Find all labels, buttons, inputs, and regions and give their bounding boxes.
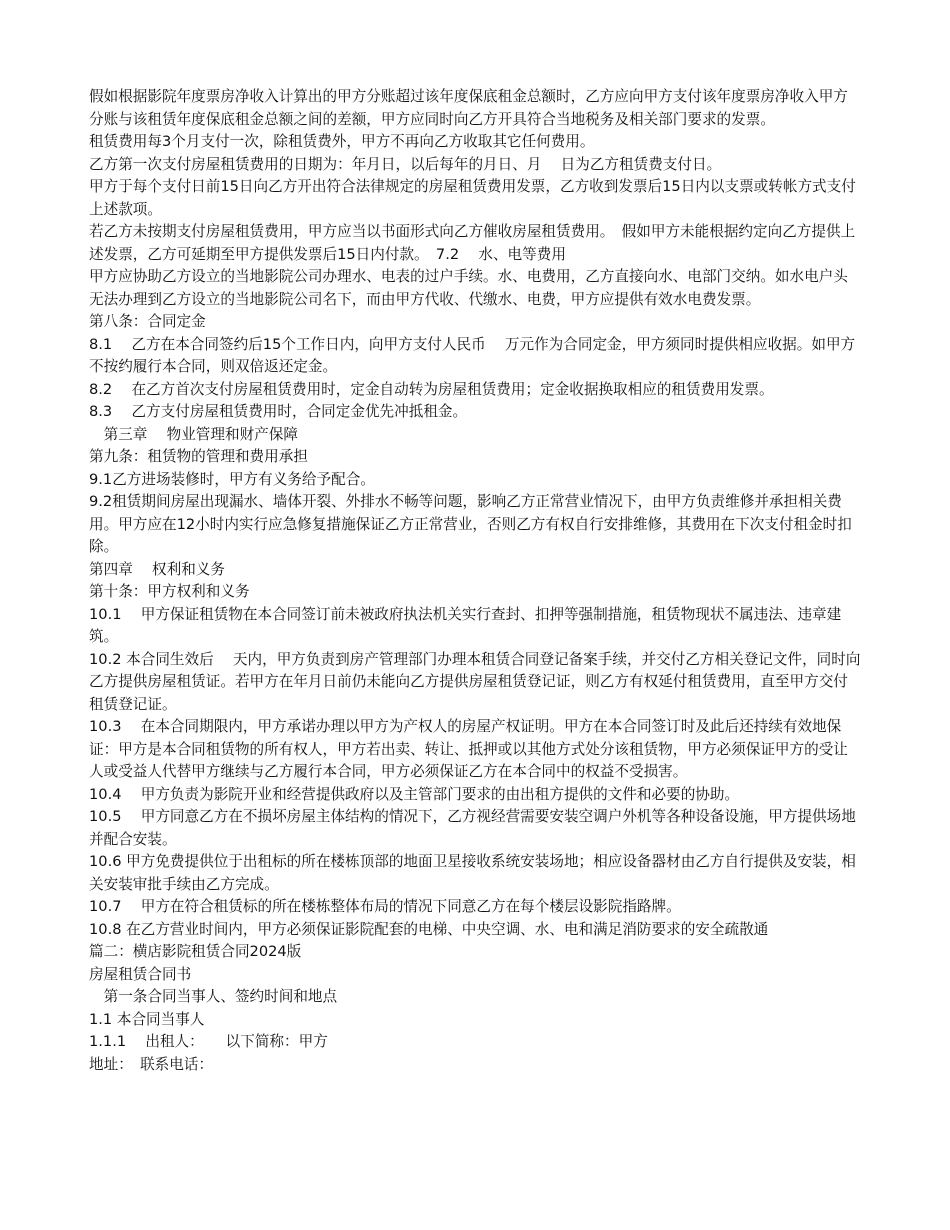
section-title: 篇二：横店影院租赁合同2024版: [89, 943, 302, 960]
clause: 1.1.1 出租人： 以下简称：甲方: [89, 1033, 328, 1050]
clause: 10.1 甲方保证租赁物在本合同签订前未被政府执法机关实行查封、扣押等强制措施，租赁物现状不属违法、违章建筑。: [89, 605, 842, 645]
clause: 10.3 在本合同期限内，甲方承诺办理以甲方为产权人的房屋产权证明。甲方在本合同签订时及此后还持续有效地保证：甲方是本合同租赁物的所有权人，甲方若出卖、转让、抵押或以其他方式处分该租赁物，甲方必须保证甲方的受让人或受益人代替甲方继续与乙方履行本合同，甲方必须保证乙方在本合同中的权益不受损害。: [89, 718, 848, 780]
chapter-heading: 第三章 物业管理和财产保障: [89, 425, 298, 443]
paragraph: 若乙方未按期支付房屋租赁费用，甲方应当以书面形式向乙方催收房屋租赁费用。 假如甲方未能根据约定向乙方提供上述发票，乙方可延期至甲方提供发票后15日内付款。 7.2 水、电等费用: [89, 223, 856, 263]
document-body: [89, 86, 861, 1076]
article-heading: 第八条：合同定金: [89, 313, 206, 330]
paragraph: 甲方于每个支付日前15日向乙方开出符合法律规定的房屋租赁费用发票，乙方收到发票后15日内以支票或转帐方式支付上述款项。: [89, 178, 856, 218]
clause: 10.2 本合同生效后 天内，甲方负责到房产管理部门办理本租赁合同登记备案手续，并交付乙方相关登记文件，同时向乙方提供房屋租赁证。若甲方在年月日前仍未能向乙方提供房屋租赁登记证，则乙方有权延付租赁费用，直至甲方交付租赁登记证。: [89, 650, 861, 713]
article-heading: 第九条：租赁物的管理和费用承担: [89, 448, 308, 465]
clause: 8.3 乙方支付房屋租赁费用时，合同定金优先冲抵租金。: [89, 403, 468, 420]
document-title: 房屋租赁合同书: [89, 965, 192, 983]
paragraph: 假如根据影院年度票房净收入计算出的甲方分账超过该年度保底租金总额时，乙方应向甲方支付该年度票房净收入甲方分账与该租赁年度保底租金总额之间的差额，甲方应同时向乙方开具符合当地税务及相关部门要求的发票。: [89, 88, 848, 128]
clause: 10.7 甲方在符合租赁标的所在楼栋整体布局的情况下同意乙方在每个楼层设影院指路牌。: [89, 898, 681, 915]
paragraph: 租赁费用每3个月支付一次，除租赁费外，甲方不再向乙方收取其它任何费用。: [89, 133, 595, 150]
chapter-heading: 第四章 权利和义务: [89, 560, 225, 578]
clause: 10.4 甲方负责为影院开业和经营提供政府以及主管部门要求的由出租方提供的文件和必要的协助。: [89, 785, 740, 803]
clause: 10.8 在乙方营业时间内，甲方必须保证影院配套的电梯、中央空调、水、电和满足消防要求的安全疏散通: [89, 920, 769, 938]
article-heading: 第一条合同当事人、签约时间和地点: [89, 988, 338, 1005]
clause: 1.1 本合同当事人: [89, 1010, 205, 1028]
paragraph: 甲方应协助乙方设立的当地影院公司办理水、电表的过户手续。水、电费用，乙方直接向水、电部门交纳。如水电户头无法办理到乙方设立的当地影院公司名下，而由甲方代收、代缴水、电费，甲方应提供有效水电费发票。: [89, 268, 848, 308]
clause: 8.2 在乙方首次支付房屋租赁费用时，定金自动转为房屋租赁费用；定金收据换取相应的租赁费用发票。: [89, 380, 774, 398]
contact-line: 地址： 联系电话：: [89, 1055, 214, 1073]
article-heading: 第十条：甲方权利和义务: [89, 583, 250, 600]
clause: 10.6 甲方免费提供位于出租标的所在楼栋顶部的地面卫星接收系统安装场地；相应设备器材由乙方自行提供及安装，相关安装审批手续由乙方完成。: [89, 853, 856, 893]
paragraph: 乙方第一次支付房屋租赁费用的日期为：年月日，以后每年的月日、月 日为乙方租赁费支付日。: [89, 155, 722, 173]
clause: 8.1 乙方在本合同签约后15个工作日内，向甲方支付人民币 万元作为合同定金，甲方须同时提供相应收据。如甲方不按约履行本合同，则双倍返还定金。: [89, 335, 856, 375]
clause: 9.1乙方进场装修时，甲方有义务给予配合。: [89, 470, 375, 488]
clause: 10.5 甲方同意乙方在不损坏房屋主体结构的情况下，乙方视经营需要安装空调户外机等各种设备设施，甲方提供场地并配合安装。: [89, 808, 856, 848]
clause: 9.2租赁期间房屋出现漏水、墙体开裂、外排水不畅等问题，影响乙方正常营业情况下，由甲方负责维修并承担相关费用。甲方应在12小时内实行应急修复措施保证乙方正常营业，否则乙方有权自行安排维修，其费用在下次支付租金时扣除。: [89, 493, 852, 555]
